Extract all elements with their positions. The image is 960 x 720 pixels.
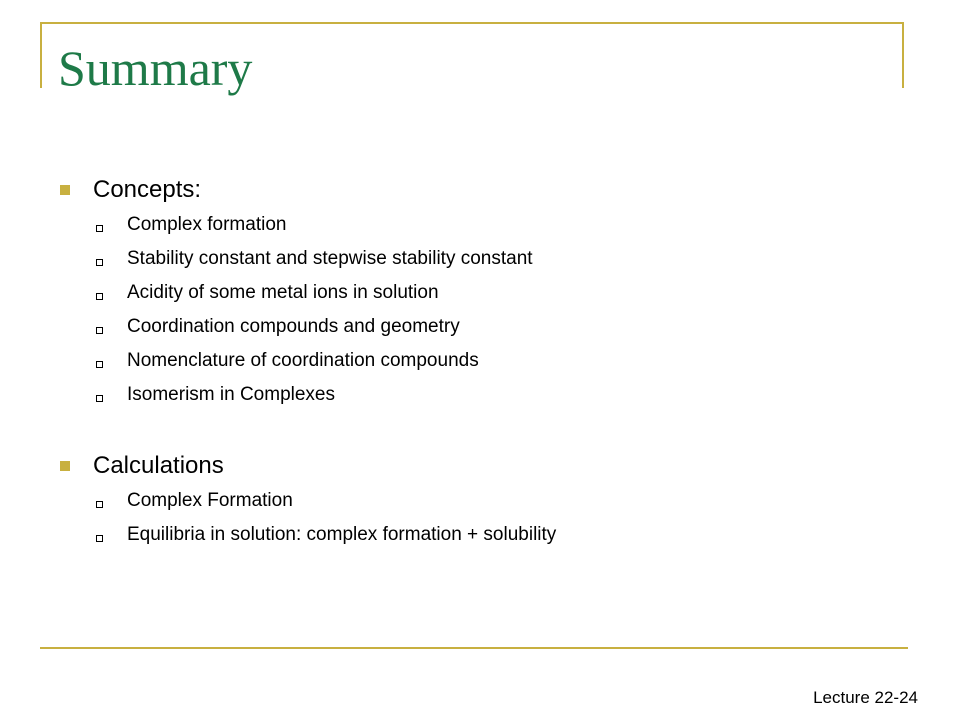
frame-bottom-rule	[40, 647, 908, 649]
bullet-level2	[58, 208, 918, 242]
slide-title: Summary	[58, 40, 253, 96]
bullet-text: Coordination compounds and geometry	[127, 316, 460, 337]
bullet-text: Stability constant and stepwise stability constant	[127, 248, 533, 269]
bullet-text: Equilibria in solution: complex formation + solubility	[127, 524, 557, 545]
bullet-text: Isomerism in Complexes	[127, 384, 335, 405]
bullet-level2	[58, 518, 918, 552]
square-bullet-icon	[60, 461, 70, 471]
bullet-level1	[58, 172, 918, 208]
bullet-level2	[58, 310, 918, 344]
footer-label: Lecture 22-24	[813, 688, 918, 707]
hollow-square-bullet-icon	[96, 259, 103, 266]
section-calculations	[58, 448, 918, 552]
bullet-text: Complex Formation	[127, 490, 293, 511]
frame-left-rule	[40, 22, 42, 88]
bullet-text: Acidity of some metal ions in solution	[127, 282, 439, 303]
bullet-text: Complex formation	[127, 214, 287, 235]
bullet-level2	[58, 276, 918, 310]
bullet-level2	[58, 378, 918, 412]
hollow-square-bullet-icon	[96, 535, 103, 542]
hollow-square-bullet-icon	[96, 327, 103, 334]
bullet-level2	[58, 242, 918, 276]
bullet-level2	[58, 344, 918, 378]
section-heading: Concepts:	[93, 176, 202, 203]
hollow-square-bullet-icon	[96, 361, 103, 368]
section-concepts	[58, 172, 918, 412]
frame-right-rule	[902, 22, 904, 88]
hollow-square-bullet-icon	[96, 395, 103, 402]
hollow-square-bullet-icon	[96, 501, 103, 508]
square-bullet-icon	[60, 185, 70, 195]
section-heading: Calculations	[93, 452, 224, 479]
bullet-level1	[58, 448, 918, 484]
bullet-text: Nomenclature of coordination compounds	[127, 350, 479, 371]
hollow-square-bullet-icon	[96, 225, 103, 232]
bullet-level2	[58, 484, 918, 518]
slide-content	[58, 172, 918, 552]
hollow-square-bullet-icon	[96, 293, 103, 300]
frame-top-rule	[40, 22, 904, 24]
